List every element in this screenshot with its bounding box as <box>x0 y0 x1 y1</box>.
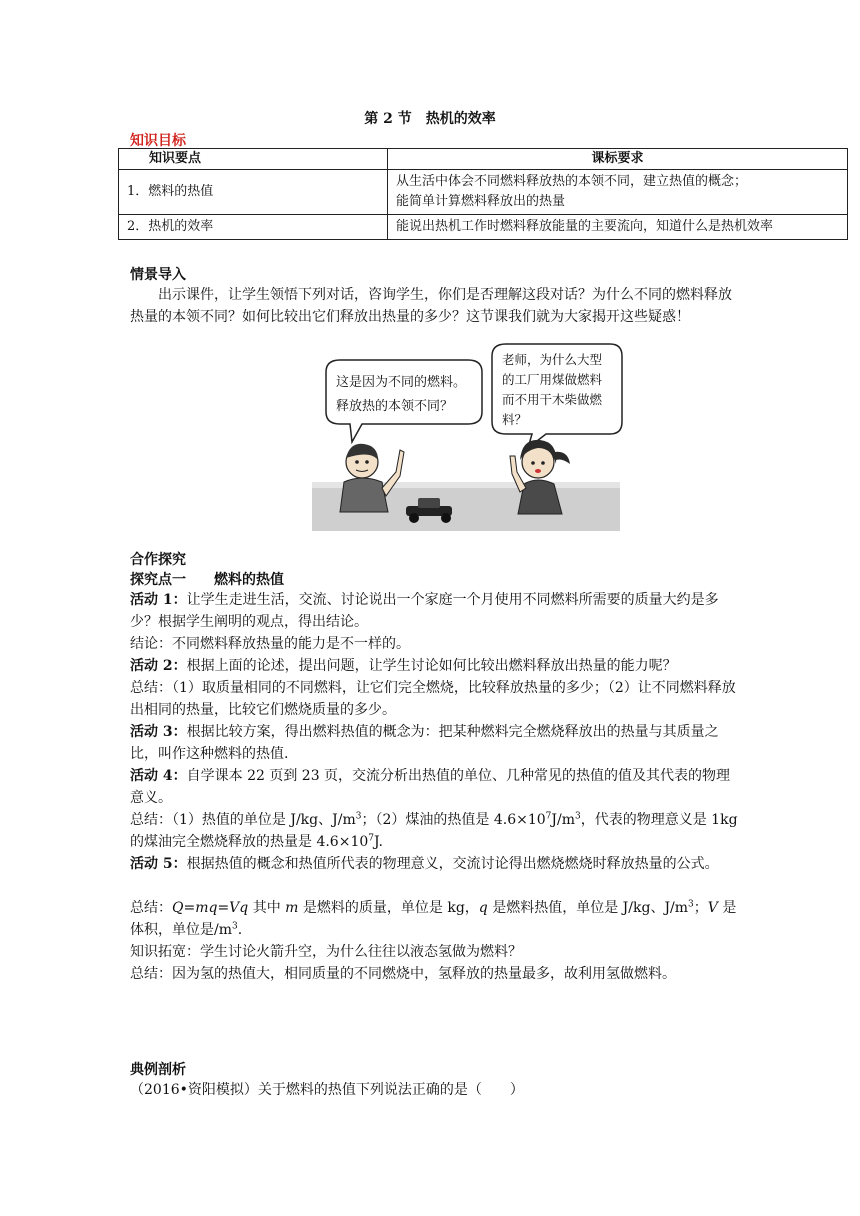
knowledge-goals-table <box>118 148 848 240</box>
activity-2-text: 根据上面的论述，提出问题，让学生讨论如何比较出燃料释放出热量的能力呢？ <box>186 658 677 674</box>
activity-2 <box>130 655 740 677</box>
activity-1-text: 让学生走进生活，交流、讨论说出一个家庭一个月使用不同燃料所需要的质量大约是多少？根据学生阐明的观点，得出结论。 <box>130 592 719 630</box>
intro-text: 出示课件，让学生领悟下列对话，咨询学生，你们是否理解这段对话？为什么不同的燃料释放热量的本领不同？如何比较出它们释放出热量的多少？这节课我们就为大家揭开这些疑惑！ <box>130 287 732 325</box>
requirement-line: 能简单计算燃料释放出的热量 <box>396 194 566 209</box>
table-cell-point: 1．燃料的热值 <box>119 170 388 215</box>
explore-subheading: 探究点一 燃料的热值 <box>130 572 284 588</box>
table-row <box>119 215 848 240</box>
explore-heading: 合作探究 <box>130 552 186 568</box>
activity-5-summary: 总结：Q=mq=Vq 其中 m 是燃料的质量，单位是 kg，q 是燃料热值，单位是 J/kg、$J/m^3$；V 是体积，单位是$/m^3$. <box>130 899 737 938</box>
left-bubble-line: 释放热的本领不同？ <box>336 399 454 414</box>
right-bubble-line: 老师，为什么大型 <box>502 352 603 367</box>
table-header-requirement: 课标要求 <box>388 149 848 170</box>
table-header-row <box>119 149 848 170</box>
activity-2-summary: 总结：（1）取质量相同的不同燃料，让它们完全燃烧，比较释放热量的多少；（2）让不同燃料释放出相同的热量，比较它们燃烧质量的多少。 <box>130 680 736 718</box>
activity-5-label: 活动 5： <box>130 856 187 872</box>
activity-5 <box>130 853 740 875</box>
table-header-point: 知识要点 <box>119 149 388 170</box>
dialogue-illustration <box>306 342 626 534</box>
activity-4-summary: 总结：（1）热值的单位是 J/kg、$J/m^3$；（2）煤油的热值是 $4.6\times 10^7J/m^3$，代表的物理意义是 1kg 的煤油完全燃烧释放的热量是 $4.6\times 10^7J$. <box>130 811 738 850</box>
right-bubble-line: 而不用干木柴做燃 <box>502 392 603 407</box>
table-cell-requirement: 能说出热机工作时燃料释放能量的主要流向，知道什么是热机效率 <box>388 215 848 240</box>
knowledge-goals-heading: 知识目标 <box>130 133 186 149</box>
activity-2-label: 活动 2： <box>130 658 187 674</box>
table-cell-point: 2．热机的效率 <box>119 215 388 240</box>
left-bubble-line: 这是因为不同的燃料。 <box>336 375 467 390</box>
requirement-line: 从生活中体会不同燃料释放热的本领不同，建立热值的概念； <box>396 174 748 189</box>
example-heading: 典例剖析 <box>130 1062 186 1078</box>
activity-1 <box>130 589 740 633</box>
formula: Q=mq=Vq <box>172 900 249 916</box>
activity-3-text: 根据比较方案，得出燃料热值的概念为：把某种燃料完全燃烧释放出的热量与其质量之比，叫作这种燃料的热值. <box>130 724 719 762</box>
right-bubble-line: 的工厂用煤做燃料 <box>502 372 603 387</box>
activity-4 <box>130 765 740 809</box>
activity-4-text: 自学课本 22 页到 23 页，交流分析出热值的单位、几种常见的热值的值及其代表的物理意义。 <box>130 768 731 806</box>
page-title: 第 2 节 热机的效率 <box>364 111 496 127</box>
activity-1-label: 活动 1： <box>130 592 187 608</box>
table-row <box>119 170 848 215</box>
intro-heading: 情景导入 <box>130 267 186 283</box>
knowledge-extension: 知识拓宽：学生讨论火箭升空，为什么往往以液态氢做为燃料？ <box>130 944 522 960</box>
activity-1-conclusion: 结论：不同燃料释放热量的能力是不一样的。 <box>130 636 410 652</box>
activity-3-label: 活动 3： <box>130 724 187 740</box>
knowledge-extension-summary: 总结：因为氢的热值大，相同质量的不同燃烧中，氢释放的热量最多，故利用氢做燃料。 <box>130 966 676 982</box>
right-bubble-line: 料？ <box>502 412 528 427</box>
table-cell-requirement <box>388 170 848 215</box>
activity-5-text: 根据热值的概念和热值所代表的物理意义，交流讨论得出燃烧燃烧时释放热量的公式。 <box>186 856 719 872</box>
example-question: （2016•资阳模拟）关于燃料的热值下列说法正确的是（ ） <box>130 1082 524 1098</box>
activity-4-label: 活动 4： <box>130 768 187 784</box>
activity-3 <box>130 721 740 765</box>
